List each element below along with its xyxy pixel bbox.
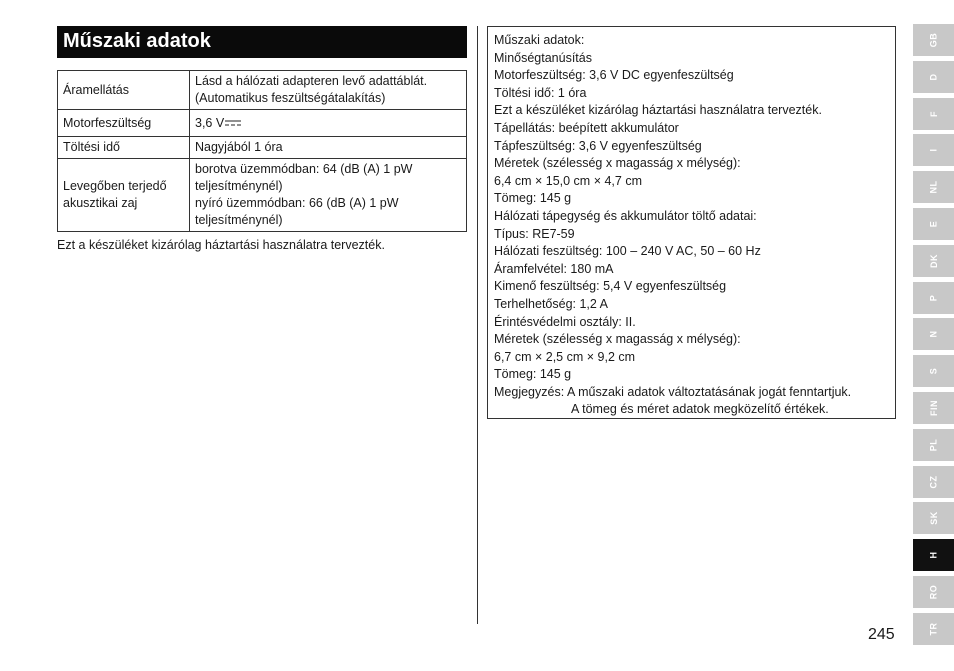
row-label: Áramellátás <box>58 71 190 110</box>
data-line: Tápfeszültség: 3,6 V egyenfeszültség <box>494 138 702 153</box>
data-line: Terhelhetőség: 1,2 A <box>494 296 608 311</box>
row-label: Motorfeszültség <box>58 110 190 137</box>
language-tab-label: D <box>928 73 939 81</box>
value-line: teljesítménynél) <box>195 179 283 193</box>
value-line: Lásd a hálózati adapteren levő adattáblát. <box>195 74 428 88</box>
language-tab-label: NL <box>928 180 939 194</box>
label-line: akusztikai zaj <box>63 196 138 210</box>
language-tab-fin[interactable] <box>913 392 954 424</box>
data-line: Érintésvédelmi osztály: II. <box>494 314 636 329</box>
dc-current-icon <box>225 120 241 126</box>
row-label <box>58 159 190 232</box>
table-row <box>58 159 467 232</box>
row-value <box>190 159 467 232</box>
household-use-note: Ezt a készüléket kizárólag háztartási használatra tervezték. <box>57 238 385 252</box>
data-line: Töltési idő: 1 óra <box>494 85 587 100</box>
table-row <box>58 110 467 137</box>
language-tab-n[interactable] <box>913 318 954 350</box>
approximate-values-note: A tömeg és méret adatok megközelítő értékek. <box>571 402 829 417</box>
value-line: 3,6 V <box>195 115 225 130</box>
label-line: Levegőben terjedő <box>63 179 167 193</box>
technical-data-lines <box>494 32 889 401</box>
language-tab-p[interactable] <box>913 282 954 314</box>
language-tab-sk[interactable] <box>913 502 954 534</box>
data-line: Ezt a készüléket kizárólag háztartási használatra tervezték. <box>494 103 822 118</box>
language-tab-label: CZ <box>928 475 939 489</box>
language-tab-label: DK <box>928 253 939 268</box>
data-line: Tápellátás: beépített akkumulátor <box>494 120 679 135</box>
language-tab-label: F <box>928 110 939 117</box>
language-tab-h[interactable] <box>913 539 954 571</box>
language-tab-s[interactable] <box>913 355 954 387</box>
language-tab-label: H <box>928 551 939 559</box>
language-tab-label: E <box>928 220 939 228</box>
data-line: Típus: RE7-59 <box>494 226 575 241</box>
value-line: (Automatikus feszültségátalakítás) <box>195 91 386 105</box>
section-title: Műszaki adatok <box>57 26 467 58</box>
language-tab-gb[interactable] <box>913 24 954 56</box>
language-tab-label: RO <box>928 584 939 600</box>
row-value: Nagyjából 1 óra <box>190 137 467 159</box>
language-tab-label: TR <box>928 622 939 636</box>
left-column <box>57 26 467 253</box>
table-row <box>58 137 467 159</box>
data-line: 6,7 cm × 2,5 cm × 9,2 cm <box>494 349 636 364</box>
row-value <box>190 71 467 110</box>
data-line: Megjegyzés: A műszaki adatok változtatásának jogát fenntartjuk. <box>494 384 852 399</box>
language-tab-pl[interactable] <box>913 429 954 461</box>
language-tab-label: P <box>928 294 939 301</box>
language-tab-nl[interactable] <box>913 171 954 203</box>
language-tab-d[interactable] <box>913 61 954 93</box>
row-value <box>190 110 467 137</box>
row-label: Töltési idő <box>58 137 190 159</box>
language-tab-label: GB <box>928 32 939 48</box>
data-line: Méretek (szélesség x magasság x mélység): <box>494 156 741 171</box>
language-tab-ro[interactable] <box>913 576 954 608</box>
language-tab-label: S <box>928 367 939 375</box>
language-tab-label: SK <box>928 511 939 526</box>
language-tab-f[interactable] <box>913 98 954 130</box>
data-line: Tömeg: 145 g <box>494 191 572 206</box>
column-divider <box>477 26 478 624</box>
page-number: 245 <box>868 626 895 643</box>
value-line: borotva üzemmódban: 64 (dB (A) 1 pW <box>195 162 413 176</box>
language-tab-i[interactable] <box>913 134 954 166</box>
data-line: 6,4 cm × 15,0 cm × 4,7 cm <box>494 173 642 188</box>
data-line: Áramfelvétel: 180 mA <box>494 261 614 276</box>
data-line: Tömeg: 145 g <box>494 367 572 382</box>
data-line: Műszaki adatok: <box>494 33 585 47</box>
language-tab-e[interactable] <box>913 208 954 240</box>
data-line: Kimenő feszültség: 5,4 V egyenfeszültség <box>494 279 727 294</box>
table-row <box>58 71 467 110</box>
data-line: Minőségtanúsítás <box>494 50 592 65</box>
language-tab-label: PL <box>928 438 939 452</box>
language-tab-cz[interactable] <box>913 466 954 498</box>
data-line: Méretek (szélesség x magasság x mélység): <box>494 332 741 347</box>
technical-data-box <box>487 26 896 419</box>
language-tab-label: FIN <box>928 399 939 416</box>
data-line: Hálózati feszültség: 100 – 240 V AC, 50 – 60 Hz <box>494 244 761 259</box>
language-tabs <box>913 24 954 650</box>
language-tab-dk[interactable] <box>913 245 954 277</box>
data-line: Hálózati tápegység és akkumulátor töltő adatai: <box>494 208 757 223</box>
language-tab-tr[interactable] <box>913 613 954 645</box>
data-line: Motorfeszültség: 3,6 V DC egyenfeszültség <box>494 68 734 83</box>
value-line: nyíró üzemmódban: 66 (dB (A) 1 pW <box>195 196 399 210</box>
value-line: teljesítménynél) <box>195 213 283 227</box>
spec-table <box>57 70 467 232</box>
language-tab-label: N <box>928 330 939 338</box>
language-tab-label: I <box>928 148 939 152</box>
